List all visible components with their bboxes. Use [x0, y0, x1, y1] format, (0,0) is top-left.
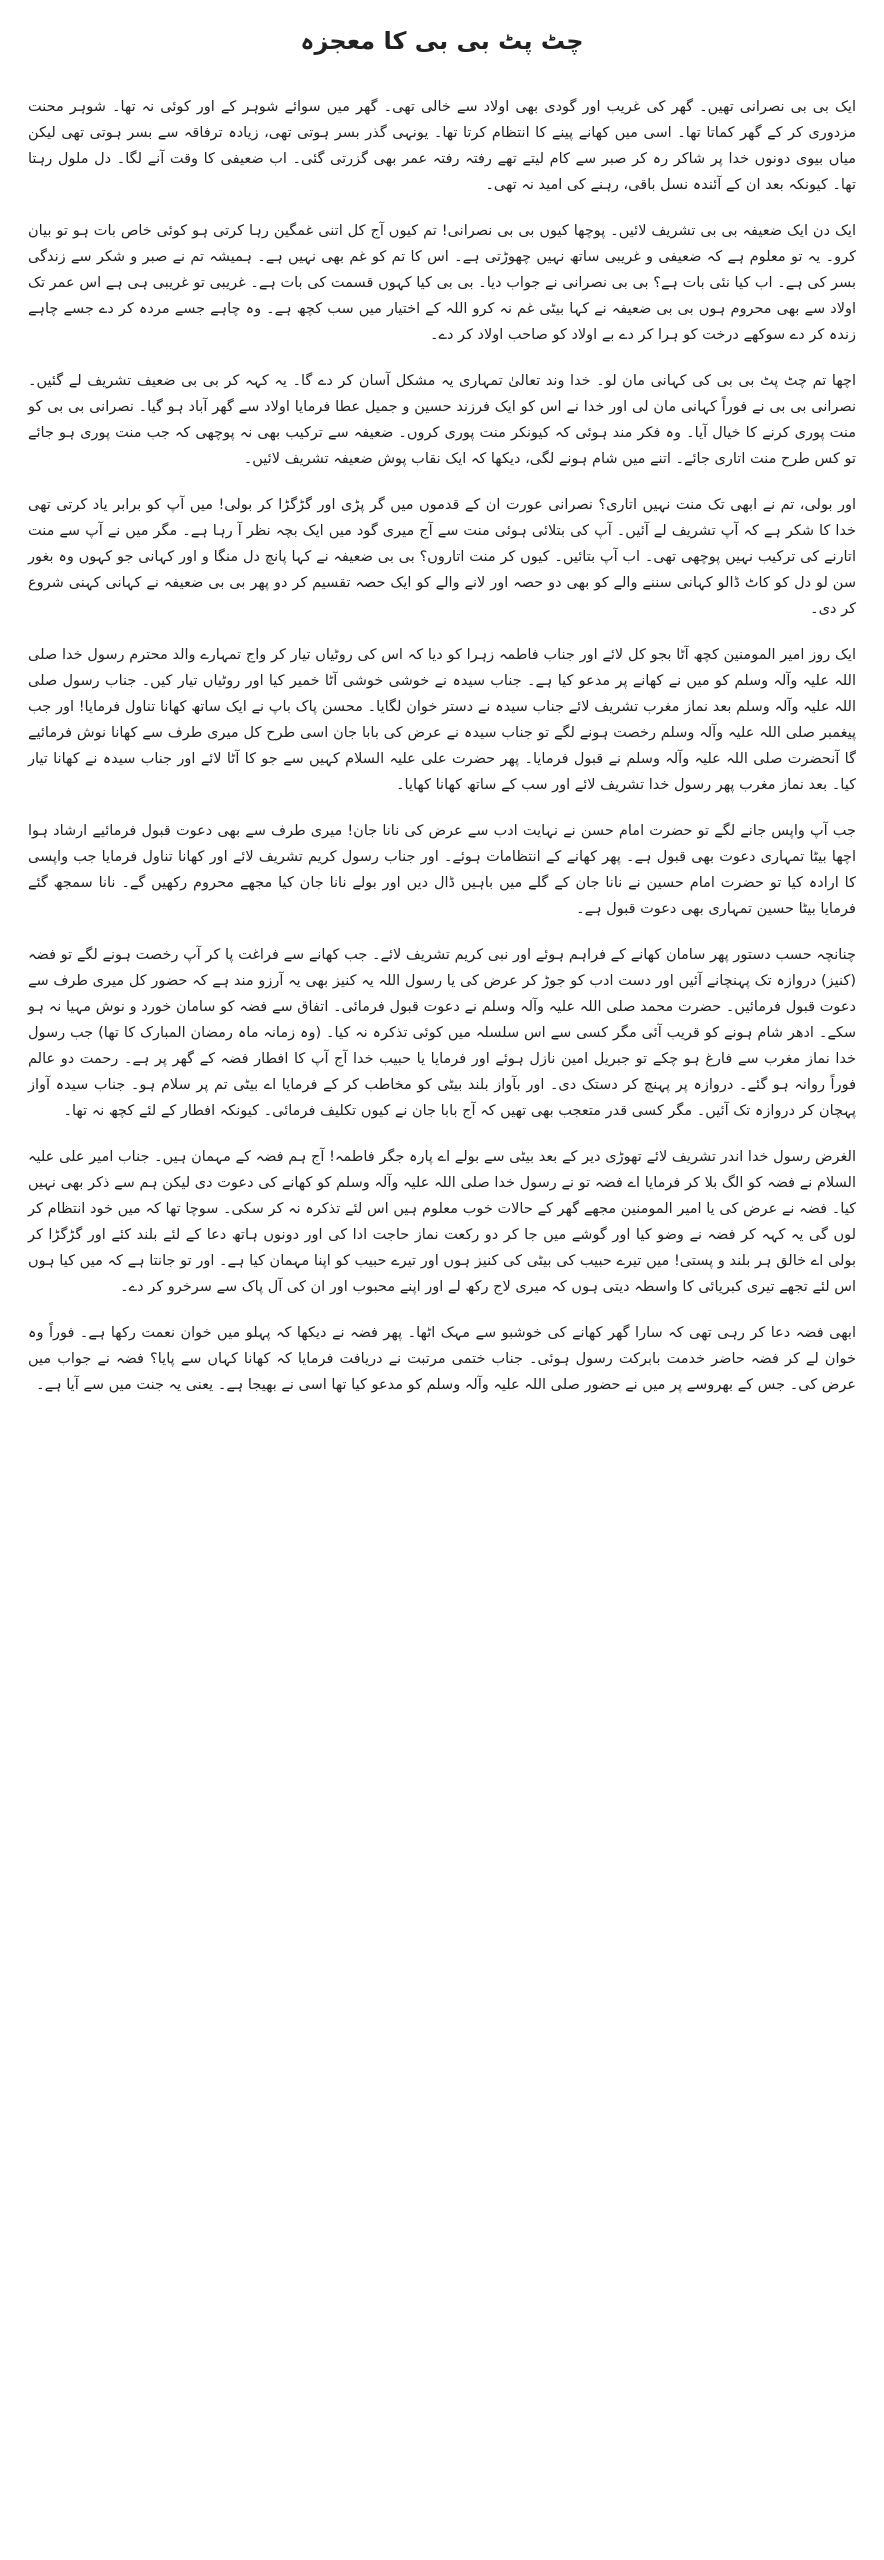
- paragraph-9: ابھی فضہ دعا کر رہی تھی کہ سارا گھر کھانے کی خوشبو سے مہک اٹھا۔ پھر فضہ نے دیکھا کہ پہلو میں خوان نعمت رکھا ہے۔ فوراً وہ خوان لے کر فضہ حاضر خدمت بابرکت رسول ہوئی۔ جناب ختمی مرتبت نے دریافت فرمایا کہ کھانا کہاں سے پایا؟ فضہ نے جواب میں عرض کی۔ جس کے بھروسے پر میں نے حضور صلی اللہ علیہ وآلہ وسلم کو مدعو کیا تھا اسی نے بھیجا ہے۔ یعنی یہ جنت میں سے آیا ہے۔: [28, 1325, 856, 1393]
- paragraph-1: ایک بی بی نصرانی تھیں۔ گھر کی غریب اور گودی بھی اولاد سے خالی تھی۔ گھر میں سوائے شوہر کے اور کوئی نہ تھا۔ شوہر محنت مزدوری کر کے گھر کماتا تھا۔ اسی میں کھانے پینے کا انتظام کرتا تھا۔ یونہی گذر بسر ہوتی تھی، زیادہ ترفاقہ سے بسر ہوتی تھی لیکن میاں بیوی دونوں خدا پر شاکر رہ کر صبر سے کام لیتے تھے رفتہ رفتہ عمر بھی گزرتی گئی۔ اب ضعیفی کا وقت آنے لگا۔ دل ملول رہتا تھا۔ کیونکہ بعد ان کے آئندہ نسل باقی، رہنے کی امید نہ تھی۔: [28, 99, 856, 193]
- page-title: چٹ پٹ بی بی کا معجزہ: [300, 27, 584, 55]
- paragraph-8: الغرض رسول خدا اندر تشریف لائے تھوڑی دیر کے بعد بیٹی سے بولے اے پارہ جگر فاطمہ! آج ہم فضہ کے مہمان ہیں۔ جناب امیر علی علیہ السلام نے فضہ کو الگ بلا کر فرمایا اے فضہ تو نے رسول خدا صلی اللہ علیہ وآلہ وسلم کو کھانے کی دعوت دی لیکن ہم سے ذکر بھی نہیں کیا۔ فضہ نے عرض کی یا امیر المومنین مجھے گھر کے حالات خوب معلوم ہیں اس لئے تذکرہ نہ کر سکی۔ سوچا تھا کہ میں خود انتظام کر لوں گی یہ کہہ کر فضہ نے وضو کیا اور گوشے میں جا کر دو رکعت نماز حاجت ادا کی اور دونوں ہاتھ دعا کے لئے بلند کئے اور گڑگڑا کر بولی اے خالق ہر بلند و پستی! میں تیرے حبیب کی بیٹی کی کنیز ہوں اور تیرے حبیب کو اپنا مہمان کیا ہے۔ اور تو جانتا ہے کہ میں کیا ہوں اس لئے تجھے تیری کبریائی کا واسطہ دیتی ہوں کہ میری لاج رکھ لے اور اپنے محبوب اور ان کی آل پاک سے سرخرو کر دے۔: [28, 1149, 856, 1295]
- paragraph-2: ایک دن ایک ضعیفہ بی بی تشریف لائیں۔ پوچھا کیوں بی بی نصرانی! تم کیوں آج کل اتنی غمگین رہا کرتی ہو کوئی خاص بات ہو تو بیان کرو۔ یہ تو معلوم ہے کہ ضعیفی و غریبی ساتھ نہیں چھوڑتی ہے۔ اس کا تم کو غم بھی نہیں ہے۔ ہمیشہ تم نے صبر و شکر سے زندگی بسر کی ہے۔ اب کیا نئی بات ہے؟ بی بی نصرانی نے جواب دیا۔ بی بی کیا کہوں قسمت کی بات ہے۔ غریبی تو غریبی ہی ہے اس عمر تک اولاد سے بھی محروم ہوں بی بی ضعیفہ نے کہا بیٹی غم نہ کرو اللہ کے اختیار میں سب کچھ ہے۔ وہ چاہے جسے مردہ کر دے جسے چاہے زندہ کر دے سوکھے درخت کو ہرا کر دے بے اولاد کو صاحب اولاد کر دے۔: [28, 223, 856, 343]
- paragraph-3: اچھا تم چٹ پٹ بی بی کی کہانی مان لو۔ خدا وند تعالیٰ تمہاری یہ مشکل آسان کر دے گا۔ یہ کہہ کر بی بی ضعیف تشریف لے گئیں۔ نصرانی بی بی نے فوراً کہانی مان لی اور خدا نے اس کو ایک فرزند حسین و جمیل عطا فرمایا اولاد سے گھر آباد ہو گیا۔ نصرانی بی بی کو منت پوری کرنے کا خیال آیا۔ وہ فکر مند ہوئی کہ کیونکر منت پوری کروں۔ ضعیفہ سے ترکیب بھی نہ پوچھی کہ جب منت پوری ہو جائے تو کس طرح منت اتاری جائے۔ اتنے میں شام ہونے لگی، دیکھا کہ ایک نقاب پوش ضعیفہ تشریف لائیں۔: [28, 373, 856, 467]
- paragraph-7: چنانچہ حسب دستور پھر سامان کھانے کے فراہم ہوئے اور نبی کریم تشریف لائے۔ جب کھانے سے فراغت پا کر آپ رخصت ہونے لگے تو فضہ (کنیز) دروازہ تک پہنچانے آئیں اور دست ادب کو جوڑ کر عرض کی یا رسول اللہ یہ کنیز بھی یہ آرزو مند ہے کہ حضور کل میری طرف سے دعوت قبول فرمائیں۔ حضرت محمد صلی اللہ علیہ وآلہ وسلم نے دعوت قبول فرمائی۔ اتفاق سے فضہ کو سامان خورد و نوش مہیا نہ ہو سکے۔ ادھر شام ہونے کو قریب آئی مگر کسی سے اس سلسلہ میں کوئی تذکرہ نہ کیا۔ (وہ زمانہ ماہ رمضان المبارک کا تھا) جب رسول خدا نماز مغرب سے فارغ ہو چکے تو جبریل امین نازل ہوئے اور فرمایا یا حبیب خدا آج آپ کا افطار فضہ کے گھر پر ہے۔ رحمت دو عالم فوراً روانہ ہو گئے۔ دروازہ پر پہنچ کر دستک دی۔ اور بآواز بلند بیٹی کو مخاطب کر کے فرمایا اے بیٹی تم پر سلام ہو۔ جناب سیدہ آواز پہچان کر دروازہ تک آئیں۔ مگر کسی قدر متعجب بھی تھیں کہ آج بابا جان نے کیوں تکلیف فرمائی۔ کیونکہ افطار کے لئے کچھ نہ تھا۔: [28, 947, 856, 1119]
- paragraph-6: جب آپ واپس جانے لگے تو حضرت امام حسن نے نہایت ادب سے عرض کی نانا جان! میری طرف سے بھی دعوت قبول فرمائیے ارشاد ہوا اچھا بیٹا تمہاری دعوت بھی قبول ہے۔ پھر کھانے کے انتظامات ہوئے۔ اور جناب رسول کریم تشریف لائے اور کھانا تناول فرمایا جب واپسی کا ارادہ کیا تو حضرت امام حسین نے نانا جان کے گلے میں باہیں ڈال دیں اور بولے نانا جان کیا مجھے محروم رکھیں گے۔ نانا سمجھ گئے فرمایا بیٹا حسین تمہاری بھی دعوت قبول ہے۔: [28, 823, 856, 917]
- paragraph-4: اور بولی، تم نے ابھی تک منت نہیں اتاری؟ نصرانی عورت ان کے قدموں میں گر پڑی اور گڑگڑا کر بولی! میں آپ کو برابر یاد کرتی تھی خدا کا شکر ہے کہ آپ تشریف لے آئیں۔ آپ کی بتلائی ہوئی منت سے آج میری گود میں ایک بچہ نظر آ رہا ہے۔ مگر میں نے آپ سے منت اتارنے کی ترکیب نہیں پوچھی تھی۔ اب آپ بتائیں۔ کیوں کر منت اتاروں؟ بی بی ضعیفہ نے کہا پانچ دل منگا و اور کہانی جو کہوں وہ بغور سن لو دل کو کاٹ ڈالو کہانی سننے والے کو بھی دو حصہ اور لانے والے کو ایک حصہ تقسیم کر دو پھر بی بی ضعیفہ نے کہانی کہنی شروع کر دی۔: [28, 497, 856, 617]
- paragraph-5: ایک روز امیر المومنین کچھ آٹا بجو کل لائے اور جناب فاطمہ زہرا کو دیا کہ اس کی روٹیاں تیار کر واج تمہارے والد محترم رسول خدا صلی اللہ علیہ وآلہ وسلم کو میں نے کھانے پر مدعو کیا ہے۔ جناب سیدہ نے خوشی خوشی آٹا خمیر کیا اور روٹیاں تیار کیں۔ جناب رسول صلی اللہ علیہ وآلہ وسلم بعد نماز مغرب تشریف لائے جناب سیدہ نے دستر خوان لگایا۔ محسن پاک باپ نے ایک ساتھ کھانا تناول فرمایا! اور جب پیغمبر صلی اللہ علیہ وآلہ وسلم رخصت ہونے لگے تو جناب سیدہ نے عرض کی بابا جان اسی طرح کل میری طرف سے کھانا نوش فرمائیے گا آنحضرت صلی اللہ علیہ وآلہ وسلم نے قبول فرمایا۔ پھر حضرت علی علیہ السلام کہیں سے جو کا آٹا لائے اور جناب سیدہ نے کھانا تیار کیا۔ بعد نماز مغرب پھر رسول خدا تشریف لائے اور سب کے ساتھ کھانا کھایا۔: [28, 647, 856, 793]
